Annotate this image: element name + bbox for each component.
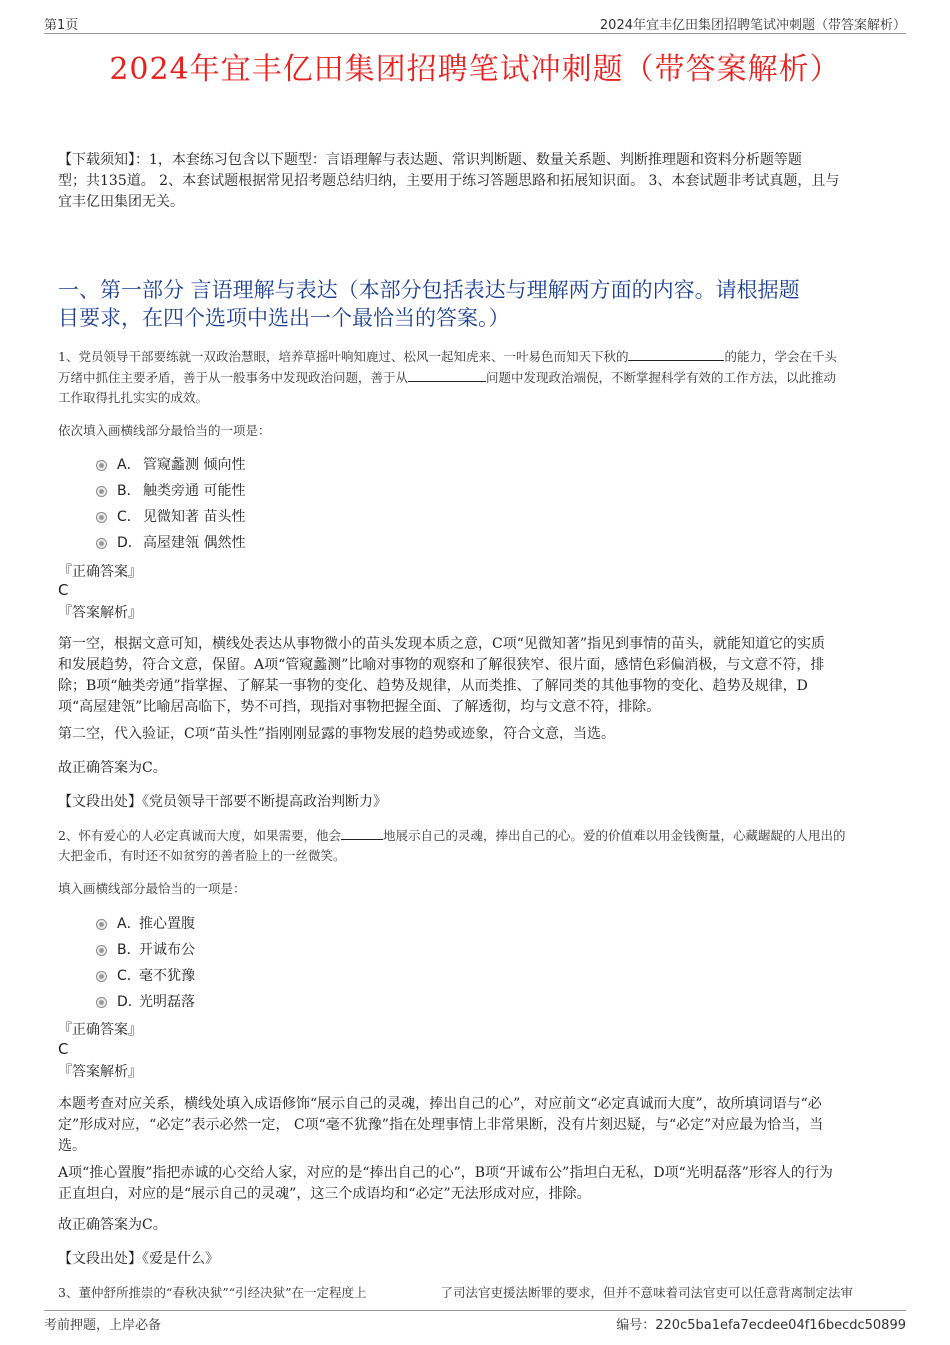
download-notice <box>58 150 898 213</box>
stem-text: 问题中发现政治端倪，不断掌握科学有效的工作方法，以此推动 <box>486 370 837 385</box>
section-heading-line: 目要求，在四个选项中选出一个最恰当的答案。） <box>58 306 510 330</box>
option-letter: D． <box>117 535 142 551</box>
final-answer: 故正确答案为C。 <box>58 760 167 776</box>
question-2-options <box>96 912 195 1014</box>
radio-icon[interactable] <box>96 460 107 471</box>
option-letter: B． <box>117 942 141 958</box>
analysis-line: 正直坦白，对应的是“展示自己的灵魂”，这三个成语均和“必定”无法形成对应，排除。 <box>58 1186 591 1202</box>
analysis-paragraph <box>58 1163 898 1205</box>
stem-text: 2、怀有爱心的人必定真诚而大度，如果需要，他会 <box>58 828 341 843</box>
question-1-stem <box>58 346 908 408</box>
option-a[interactable] <box>96 912 195 936</box>
analysis-line: 除；B项“触类旁通”指掌握、了解某一事物的变化、趋势及规律，从而类推、了解同类的其他事物的变化、趋势及规律，D <box>58 678 808 694</box>
answer-label: 『正确答案』 <box>58 1022 142 1038</box>
code-label: 编号： <box>616 1318 656 1333</box>
option-text: 触类旁通 可能性 <box>143 483 246 499</box>
option-b[interactable] <box>96 479 245 503</box>
question-3-stem <box>58 1283 908 1303</box>
analysis-line: 本题考查对应关系，横线处填入成语修饰“展示自己的灵魂，捧出自己的心”，对应前文“必定真诚而大度”，故所填词语与“必 <box>58 1096 822 1112</box>
radio-icon[interactable] <box>96 538 107 549</box>
analysis-paragraph: 第二空，代入验证，C项“苗头性”指刚刚显露的事物发展的趋势或迹象，符合文意，当选。 <box>58 726 616 742</box>
footer-slogan: 考前押题，上岸必备 <box>44 1318 162 1333</box>
option-text: 见微知著 苗头性 <box>143 509 246 525</box>
code-value: 220c5ba1efa7ecdee04f16becdc50899 <box>655 1318 906 1333</box>
option-letter: C． <box>117 968 141 984</box>
option-letter: A． <box>117 916 141 932</box>
stem-text: 大把金币，有时还不如贫穷的善者脸上的一丝微笑。 <box>58 848 346 863</box>
option-text: 开诚布公 <box>139 942 195 958</box>
notice-line: 宜丰亿田集团无关。 <box>58 194 184 210</box>
stem-text: 工作取得扎扎实实的成效。 <box>58 390 209 405</box>
radio-icon[interactable] <box>96 486 107 497</box>
fill-blank <box>341 825 383 840</box>
option-text: 毫不犹豫 <box>139 968 195 984</box>
analysis-line: 第一空，根据文意可知，横线处表达从事物微小的苗头发现本质之意，C项“见微知著”指见到事情的苗头，就能知道它的实质 <box>58 636 826 652</box>
section-heading <box>58 276 918 332</box>
option-text: 推心置腹 <box>139 916 195 932</box>
header-doc-title: 2024年宜丰亿田集团招聘笔试冲刺题（带答案解析） <box>599 18 906 33</box>
option-b[interactable] <box>96 938 195 962</box>
option-text: 光明磊落 <box>139 994 195 1010</box>
notice-line: 型；共135道。 2、本套试题根据常见招考题总结归纳，主要用于练习答题思路和拓展知识面。 3、本套试题非考试真题，且与 <box>58 173 840 189</box>
analysis-line: 和发展趋势，符合文意，保留。A项“管窥蠡测”比喻对事物的观察和了解很狭窄、很片面，感情色彩偏消极，与文意不符，排 <box>58 657 825 673</box>
analysis-paragraph <box>58 634 898 718</box>
page-title: 2024年宜丰亿田集团招聘笔试冲刺题（带答案解析） <box>109 52 841 87</box>
stem-text: 3、董仲舒所推崇的“春秋决狱”“引经决狱”在一定程度上 <box>58 1285 367 1300</box>
option-d[interactable] <box>96 531 245 555</box>
notice-line: 【下载须知】：1，本套练习包含以下题型：言语理解与表达题、常识判断题、数量关系题、判断推理题和资料分析题等题 <box>58 152 802 168</box>
option-letter: D． <box>117 994 142 1010</box>
correct-answer: C <box>58 581 69 599</box>
stem-text: 了司法官吏援法断罪的要求，但并不意味着司法官吏可以任意背离制定法审 <box>440 1285 854 1300</box>
fill-blank <box>408 367 486 382</box>
document-code <box>616 1314 906 1333</box>
stem-text: 地展示自己的灵魂，捧出自己的心。爱的价值难以用金钱衡量，心藏龌龊的人甩出的 <box>382 828 846 843</box>
fill-blank <box>628 346 724 361</box>
text-source: 【文段出处】《党员领导干部要不断提高政治判断力》 <box>58 794 387 810</box>
option-c[interactable] <box>96 505 245 529</box>
option-text: 管窥蠡测 倾向性 <box>143 457 246 473</box>
radio-icon[interactable] <box>96 512 107 523</box>
answer-label: 『正确答案』 <box>58 564 142 580</box>
analysis-paragraph <box>58 1094 898 1157</box>
header-divider <box>44 33 906 34</box>
option-letter: C． <box>117 509 141 525</box>
radio-icon[interactable] <box>96 919 107 930</box>
final-answer: 故正确答案为C。 <box>58 1217 167 1233</box>
stem-text: 万绪中抓住主要矛盾，善于从一般事务中发现政治问题，善于从 <box>58 370 409 385</box>
text-source: 【文段出处】《爱是什么》 <box>58 1251 219 1267</box>
analysis-label: 『答案解析』 <box>58 605 142 621</box>
stem-text: 1、党员领导干部要练就一双政治慧眼，培养草摇叶响知鹿过、松风一起知虎来、一叶易色而知天下秋的 <box>58 349 629 364</box>
option-c[interactable] <box>96 964 195 988</box>
stem-text: 的能力，学会在千头 <box>724 349 837 364</box>
option-text: 高屋建瓴 偶然性 <box>143 535 246 551</box>
correct-answer: C <box>58 1040 69 1058</box>
section-heading-line: 一、第一部分 言语理解与表达（本部分包括表达与理解两方面的内容。请根据题 <box>58 278 800 302</box>
option-letter: B． <box>117 483 141 499</box>
analysis-line: A项“推心置腹”指把赤诚的心交给人家，对应的是“捧出自己的心”，B项“开诚布公”指坦白无私，D项“光明磊落”形容人的行为 <box>58 1165 833 1181</box>
radio-icon[interactable] <box>96 971 107 982</box>
question-1-prompt: 依次填入画横线部分最恰当的一项是： <box>58 423 271 438</box>
option-a[interactable] <box>96 453 245 477</box>
page-number: 第1页 <box>44 18 79 33</box>
analysis-line: 选。 <box>58 1138 86 1154</box>
question-2-prompt: 填入画横线部分最恰当的一项是： <box>58 881 246 896</box>
question-2-stem <box>58 825 908 866</box>
analysis-line: 项“高屋建瓴”比喻居高临下，势不可挡，现指对事物把握全面、了解透彻，均与文意不符，排除。 <box>58 699 661 715</box>
option-letter: A． <box>117 457 141 473</box>
option-d[interactable] <box>96 990 195 1014</box>
radio-icon[interactable] <box>96 997 107 1008</box>
analysis-line: 定”形成对应，“必定”表示必然一定， C项“毫不犹豫”指在处理事情上非常果断，没有片刻迟疑，与“必定”对应最为恰当，当 <box>58 1117 824 1133</box>
analysis-label: 『答案解析』 <box>58 1064 142 1080</box>
radio-icon[interactable] <box>96 945 107 956</box>
footer-divider <box>44 1310 906 1311</box>
question-1-options <box>96 453 245 555</box>
